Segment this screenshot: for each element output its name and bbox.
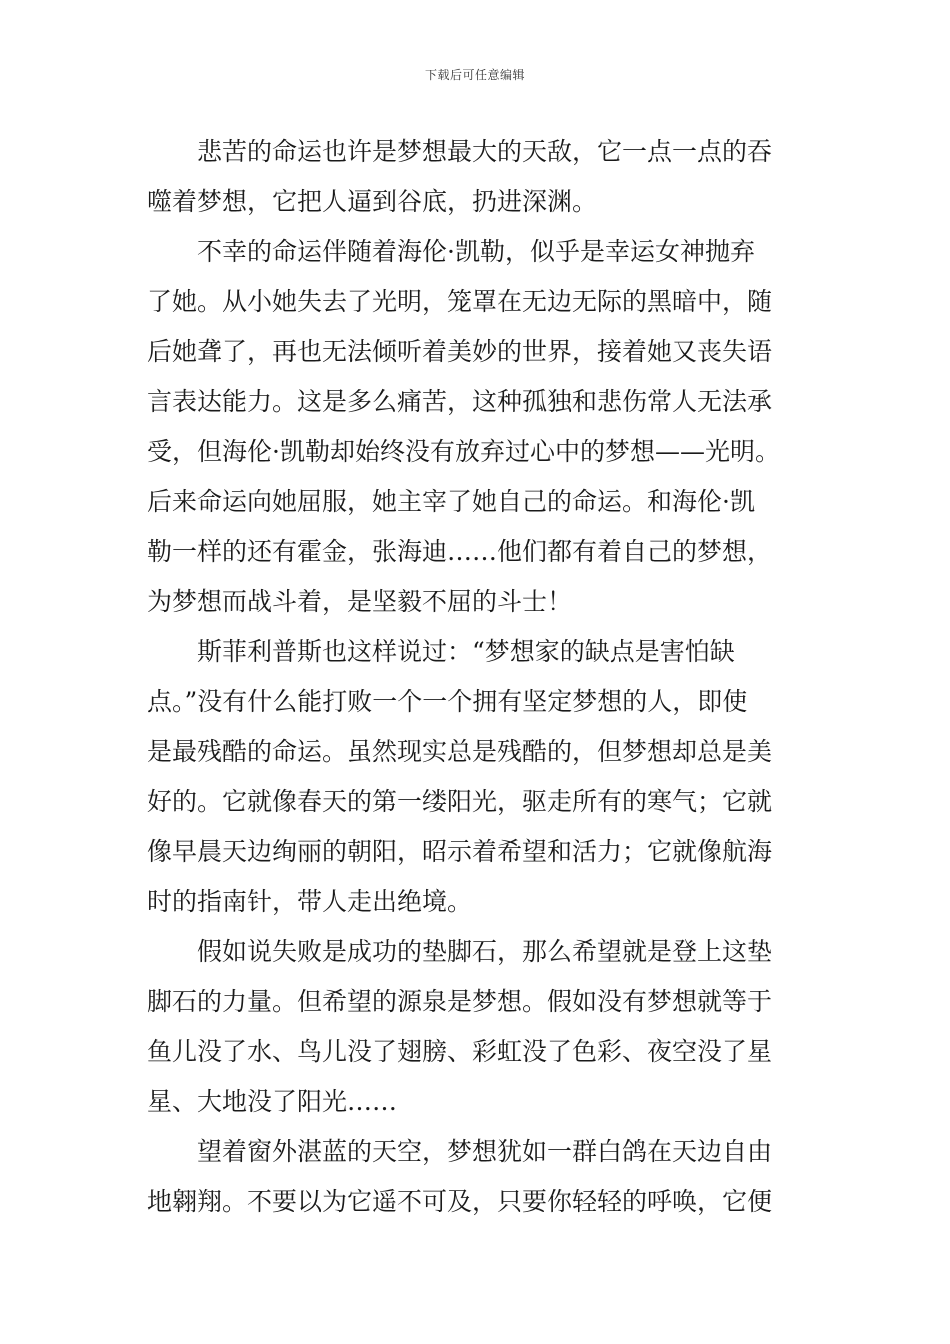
text-line: 为梦想而战斗着，是坚毅不屈的斗士！ [147, 587, 573, 616]
text-line: 假如说失败是成功的垫脚石，那么希望就是登上这垫 [197, 937, 773, 966]
text-line: 望着窗外湛蓝的天空，梦想犹如一群白鸽在天边自由 [197, 1137, 773, 1166]
text-line: 勒一样的还有霍金，张海迪……他们都有着自己的梦想， [147, 537, 773, 566]
page-header: 下载后可任意编辑 [424, 68, 525, 82]
text-line: 噬着梦想，它把人逼到谷底，扔进深渊。 [147, 187, 598, 216]
text-line: 星、大地没了阳光…… [147, 1087, 398, 1116]
text-line: 好的。它就像春天的第一缕阳光，驱走所有的寒气；它就 [147, 787, 773, 816]
text-line: 是最残酷的命运。虽然现实总是残酷的，但梦想却总是美 [147, 737, 773, 766]
text-line: 不幸的命运伴随着海伦·凯勒，似乎是幸运女神抛弃 [197, 237, 755, 266]
text-line: 时的指南针，带人走出绝境。 [147, 887, 473, 916]
text-line: 点。”没有什么能打败一个一个拥有坚定梦想的人，即使 [147, 687, 748, 716]
text-line: 后她聋了，再也无法倾听着美妙的世界，接着她又丧失语 [147, 337, 773, 366]
text-line: 了她。从小她失去了光明，笼罩在无边无际的黑暗中，随 [147, 287, 773, 316]
paragraph [147, 227, 809, 627]
text-line: 鱼儿没了水、鸟儿没了翅膀、彩虹没了色彩、夜空没了星 [147, 1037, 773, 1066]
paragraph [147, 127, 809, 227]
text-line: 地翱翔。不要以为它遥不可及，只要你轻轻的呼唤，它便 [147, 1187, 773, 1216]
text-line: 斯菲利普斯也这样说过：“梦想家的缺点是害怕缺 [197, 637, 735, 666]
paragraph [147, 1127, 809, 1227]
text-line: 悲苦的命运也许是梦想最大的天敌，它一点一点的吞 [197, 137, 773, 166]
text-line: 像早晨天边绚丽的朝阳，昭示着希望和活力；它就像航海 [147, 837, 773, 866]
paragraph [147, 927, 809, 1127]
text-line: 后来命运向她屈服，她主宰了她自己的命运。和海伦·凯 [147, 487, 755, 516]
text-line: 受，但海伦·凯勒却始终没有放弃过心中的梦想——光明。 [147, 437, 780, 466]
document-body [147, 127, 809, 1227]
text-line: 言表达能力。这是多么痛苦，这种孤独和悲伤常人无法承 [147, 387, 773, 416]
paragraph [147, 627, 809, 927]
text-line: 脚石的力量。但希望的源泉是梦想。假如没有梦想就等于 [147, 987, 773, 1016]
